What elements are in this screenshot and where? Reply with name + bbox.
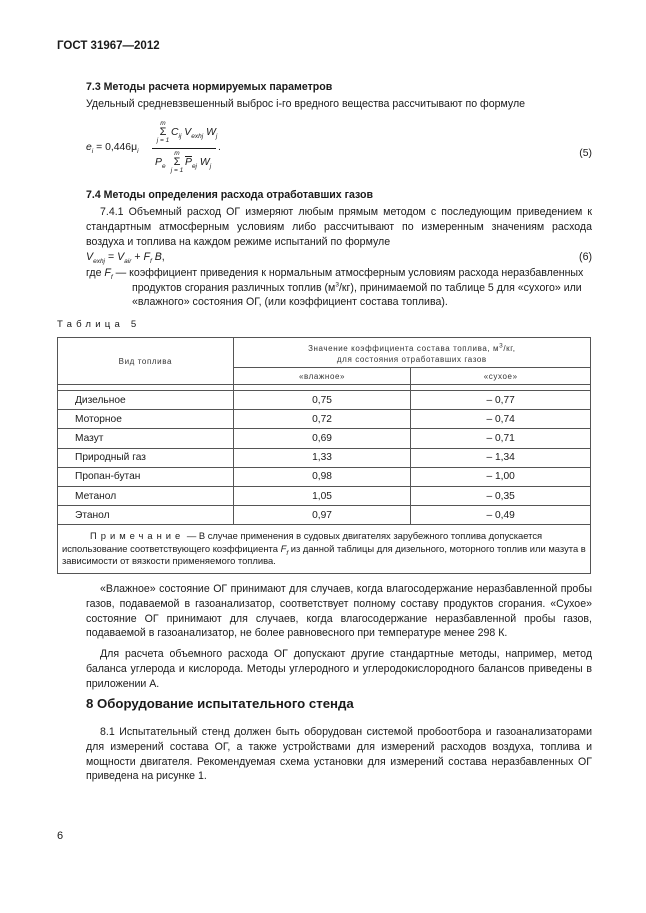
table-5-cell-fuel: Мазут	[58, 429, 234, 448]
formula-5-den-w-sub: j	[209, 163, 212, 171]
table-row	[58, 467, 591, 486]
formula-5-lhs: e	[86, 142, 92, 153]
table-5-cell-fuel: Природный газ	[58, 448, 234, 467]
formula-6-b: B	[151, 251, 162, 263]
formula-6-v-sub: exhj	[93, 258, 106, 266]
table-5-header-wet: «влажное»	[233, 368, 411, 385]
formula-5-coef: = 0,446μ	[93, 142, 138, 153]
table-5-cell-fuel: Моторное	[58, 410, 234, 429]
table-5-header-group	[233, 338, 590, 368]
table-5-cell-fuel: Дизельное	[58, 391, 234, 410]
formula-5-den-sum-icon: Σ	[173, 156, 181, 168]
table-5-header-fuel: Вид топлива	[58, 338, 234, 385]
formula-6-plus: +	[131, 251, 144, 263]
formula-6-vair: V	[117, 251, 125, 263]
table-row	[58, 486, 591, 505]
formula-5-v: V	[184, 127, 192, 138]
table-5-note-symbol: F	[280, 542, 287, 554]
formula-6-eq: =	[105, 251, 118, 263]
table-row	[58, 506, 591, 525]
after-table-text	[86, 582, 592, 692]
formula-5-den-pe-sub: ej	[191, 163, 197, 171]
table-5-cell-fuel: Этанол	[58, 506, 234, 525]
table-5-cell-wet: 0,69	[233, 429, 411, 448]
table-row	[58, 410, 591, 429]
section-7-4-title: 7.4 Методы определения расхода отработавших газов	[86, 189, 374, 201]
where-line-3: «влажного» состояния ОГ, (или коэффициент состава топлива).	[132, 296, 448, 309]
formula-5	[86, 118, 592, 180]
table-5-cell-dry: – 0,49	[411, 506, 591, 525]
formula-5-sum-top: m	[160, 120, 166, 127]
where-line-1: — коэффициент приведения к нормальным атмосферным условиям расхода неразбавленных	[112, 267, 584, 279]
table-5-caption: Таблица 5	[57, 319, 141, 330]
formula-5-fraction-bar	[152, 148, 216, 149]
table-5-header-dry: «сухое»	[411, 368, 591, 385]
table-row	[58, 429, 591, 448]
where-line-2-rest: /кг), принимаемой по таблице 5 для «сухого» или	[338, 281, 582, 294]
table-5-note-symbol-sub: f	[286, 549, 289, 557]
formula-5-den-w: W	[199, 157, 210, 168]
table-5-note-label: Примечание	[90, 530, 185, 542]
table-5-cell-dry: – 0,71	[411, 429, 591, 448]
table-5-cell-wet: 0,75	[233, 391, 411, 410]
table-row	[58, 448, 591, 467]
page-number: 6	[57, 830, 64, 842]
table-5-cell-wet: 0,72	[233, 410, 411, 429]
table-5-cell-wet: 0,97	[233, 506, 411, 525]
table-5-cell-dry: – 0,77	[411, 391, 591, 410]
formula-5-w: W	[206, 127, 216, 138]
formula-6-vair-sub: air	[124, 258, 132, 266]
where-line-2-sup: 3	[335, 281, 339, 289]
formula-5-v-sub: exhj	[191, 133, 204, 141]
table-5-header-group-line-2: для состояния отработавших газов	[336, 354, 487, 364]
where-symbol-sub: f	[110, 274, 113, 282]
table-row	[58, 391, 591, 410]
formula-6	[86, 251, 592, 266]
table-5-cell-fuel: Пропан-бутан	[58, 467, 234, 486]
table-5-cell-fuel: Метанол	[58, 486, 234, 505]
formula-5-den-sum-top: m	[174, 150, 180, 157]
table-5-cell-wet: 1,05	[233, 486, 411, 505]
table-5-header-group-line-1-rest: /кг,	[503, 343, 516, 353]
formula-5-den-p: P	[155, 157, 162, 168]
state-description-paragraph: «Влажное» состояние ОГ принимают для случаев, когда влагосодержание неразбавленной пробы газов, подаваемой в газоанализатор, соответствует полному составу продуктов сгорания. «Сухое» состояние ОГ принимают для случаев, когда влагосодержание неразбавленной пробы газов, подаваемой в газоанализатор, не более равновесного при температуре менее 298 К.	[86, 583, 592, 640]
formula-6-number: (6)	[579, 251, 592, 263]
table-5	[57, 337, 591, 574]
formula-5-sum-bottom: j = 1	[156, 137, 170, 144]
section-7-3-title: 7.3 Методы расчета нормируемых параметров	[86, 81, 333, 93]
formula-6-explanation	[86, 266, 583, 310]
table-5-cell-dry: – 1,34	[411, 448, 591, 467]
section-7-3-text: Удельный средневзвешенный выброс i-го вредного вещества рассчитывают по формуле	[86, 98, 526, 110]
formula-6-v: V	[86, 251, 94, 263]
where-line-2: продуктов сгорания различных топлив (м	[132, 281, 336, 294]
where-prefix: где	[86, 267, 105, 279]
table-5-note-text-1: — В случае применения в судовых двигателях зарубежного топлива допускается использование соответствующего коэффициента	[62, 530, 543, 554]
formula-5-lhs-sub: i	[91, 148, 94, 156]
formula-5-sum-icon: Σ	[159, 126, 167, 138]
formula-6-f: F	[143, 251, 150, 263]
table-5-note-text-2: из данной таблицы для дизельного, моторного топлив или мазута в зависимости от вязкости применяемого топлива.	[62, 542, 586, 567]
table-5-cell-dry: – 1,00	[411, 467, 591, 486]
table-5-cell-dry: – 0,35	[411, 486, 591, 505]
formula-5-period: .	[218, 142, 221, 153]
formula-5-number: (5)	[579, 148, 592, 159]
section-8-title: 8 Оборудование испытательного стенда	[86, 696, 354, 711]
section-8-1-paragraph: 8.1 Испытательный стенд должен быть оборудован системой пробоотбора и газоанализаторами для измерений состава ОГ, а также устройствами для измерений расходов воздуха, топлива и мощности двигателя. Рекомендуемая схема установки для измерений состава неразбавленных ОГ приведена на рисунке 1.	[86, 726, 592, 783]
table-5-header-group-sup: 3	[499, 341, 504, 349]
formula-5-c-sub: ij	[178, 133, 182, 141]
where-symbol: F	[104, 267, 111, 279]
table-5-cell-wet: 1,33	[233, 448, 411, 467]
table-5-cell-dry: – 0,74	[411, 410, 591, 429]
formula-5-den-pe: $\overline{P}$	[185, 157, 192, 168]
table-5-header-group-line-1: Значение коэффициента состава топлива, м	[308, 343, 500, 353]
formula-5-c: C	[171, 127, 179, 138]
document-header: ГОСТ 31967—2012	[57, 40, 160, 52]
formula-5-den-sum-bottom: j = 1	[170, 167, 184, 174]
formula-5-w-sub: j	[215, 133, 218, 141]
table-5-cell-wet: 0,98	[233, 467, 411, 486]
formula-6-comma: ,	[161, 251, 165, 263]
formula-5-coef-sub: i	[137, 148, 139, 156]
other-methods-paragraph: Для расчета объемного расхода ОГ допускают другие стандартные методы, например, метод баланса углерода и кислорода. Методы углеродного и углеродокислородного балансов приведены в приложении А.	[86, 648, 592, 690]
section-7-4-1-paragraph: 7.4.1 Объемный расход ОГ измеряют любым прямым методом с последующим приведением к стандартным атмосферным условиям либо рассчитывают по измеренным значениям расхода воздуха и топлива на каждом режиме испытаний по формуле	[86, 206, 592, 248]
table-5-note	[58, 525, 591, 574]
formula-5-den-p-sub: e	[161, 163, 166, 171]
formula-6-f-sub: f	[149, 258, 152, 266]
